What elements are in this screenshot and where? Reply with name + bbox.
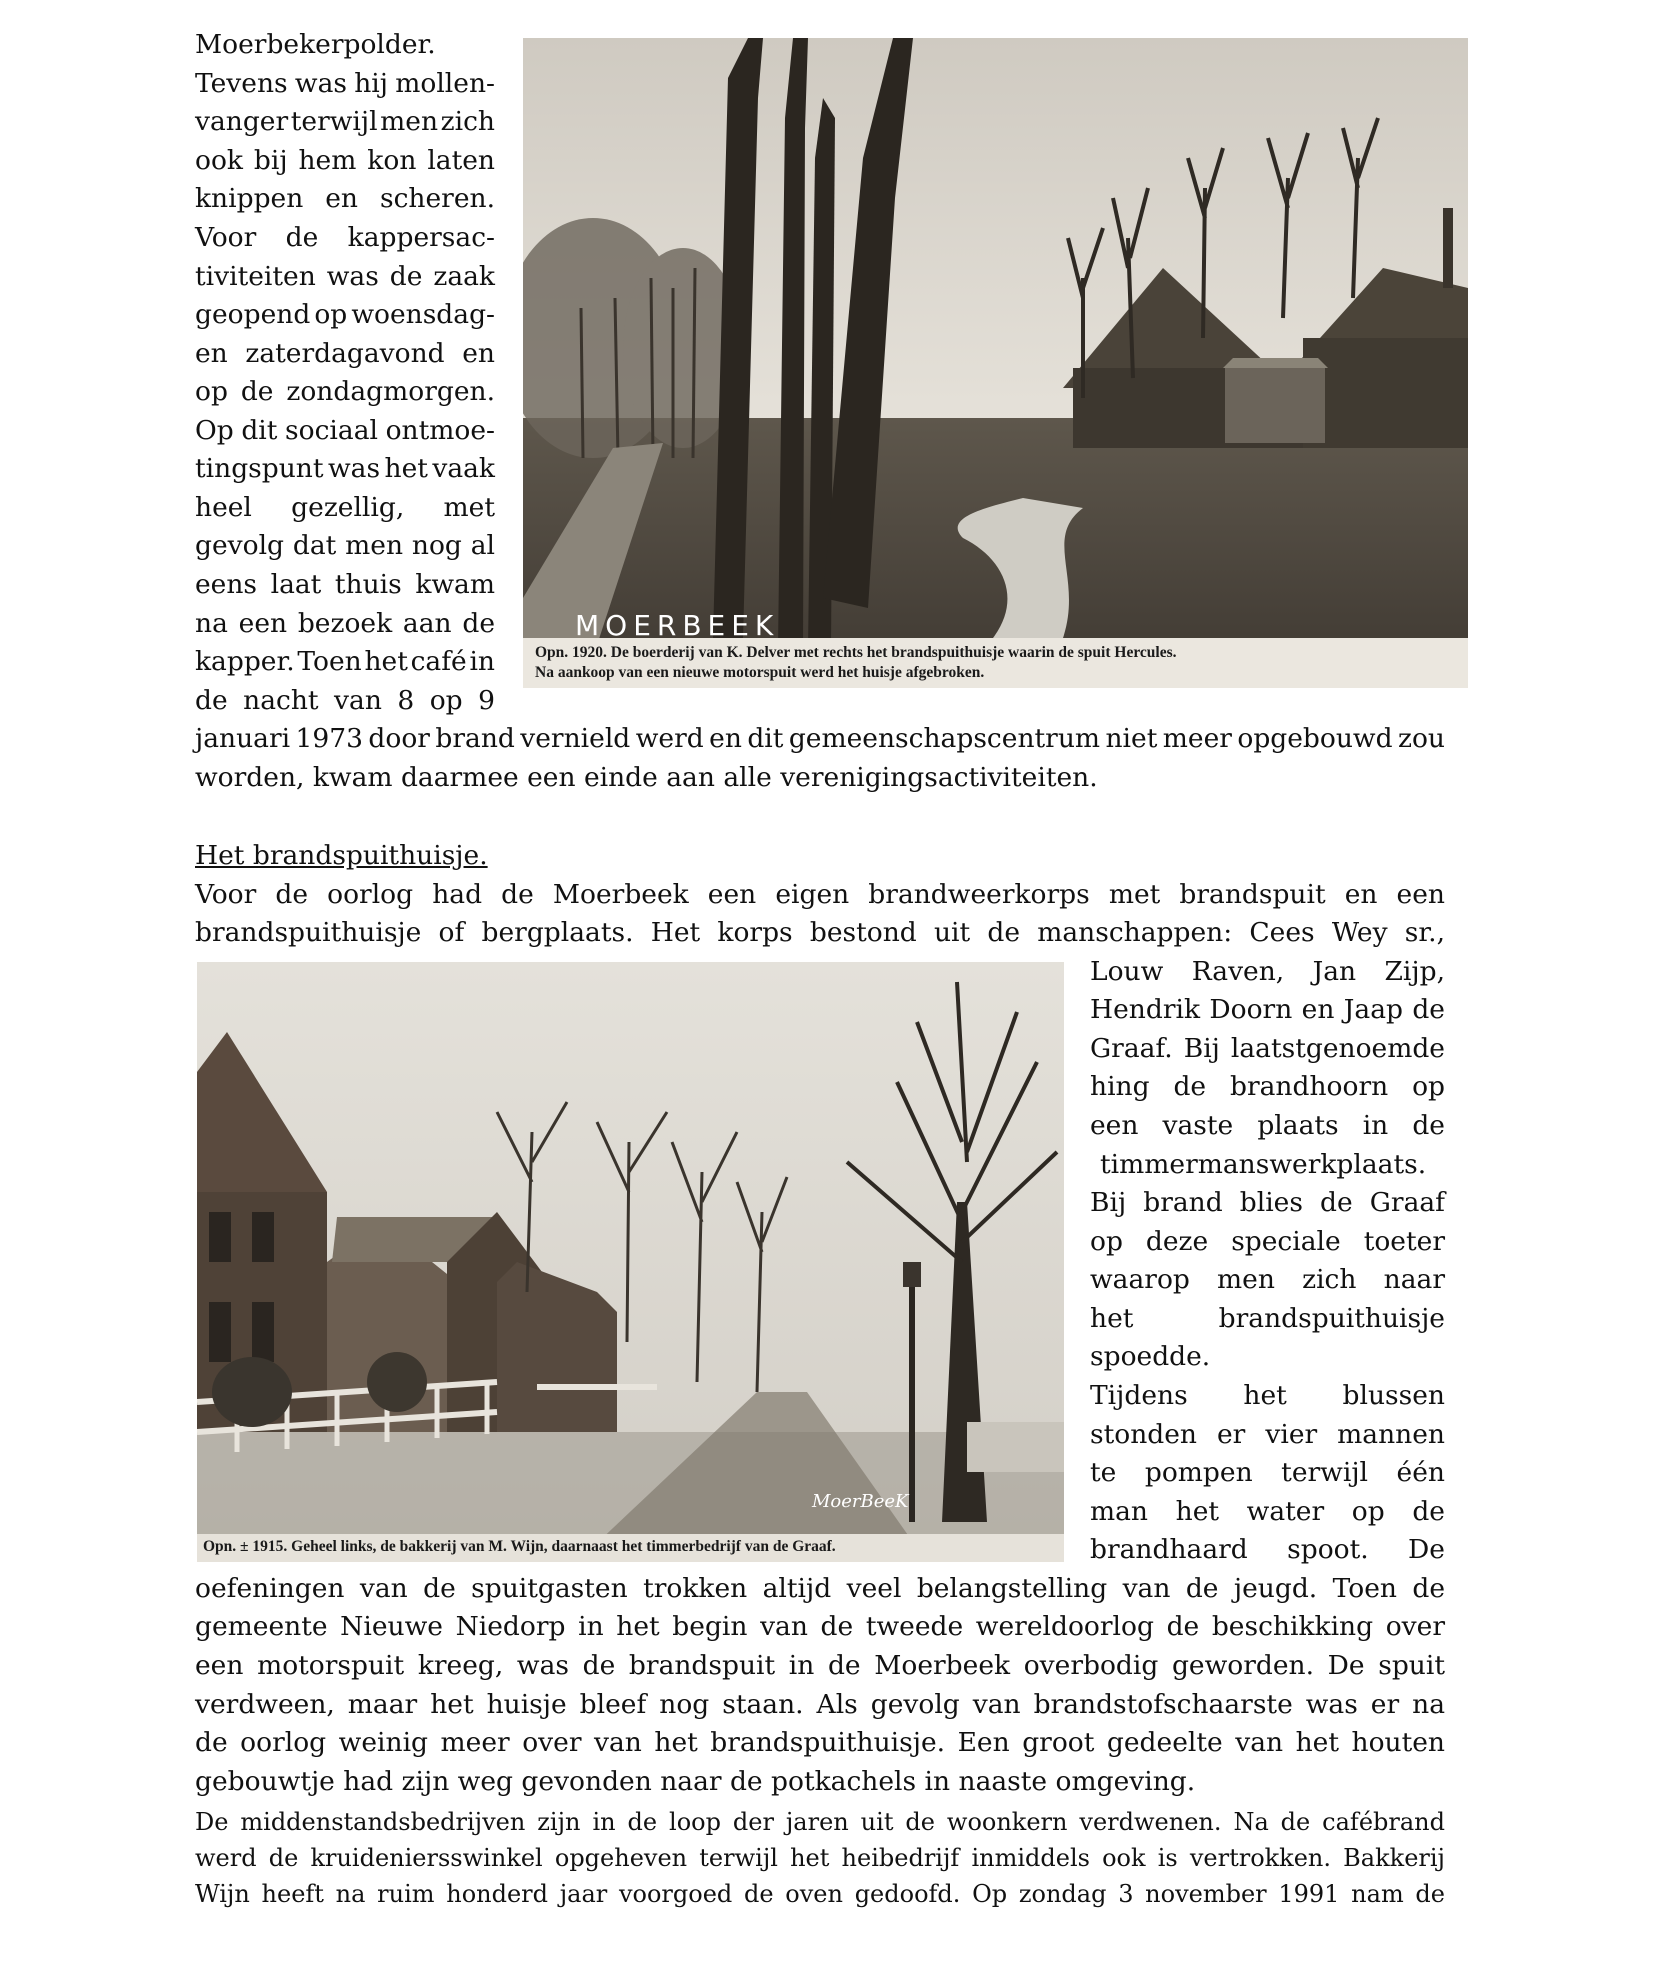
text-line: brandspuithuisje of bergplaats. Het korps bestond uit de manschappen: Cees Wey sr., <box>195 917 1445 948</box>
text-line: gevolg dat men nog al <box>195 530 495 561</box>
photo-street-1915 <box>197 962 1064 1562</box>
text-line: Tijdens het blussen <box>1090 1380 1445 1411</box>
text-line: Tevens was hij mollen- <box>195 68 495 99</box>
text-line: werd de kruideniersswinkel opgeheven terwijl het heibedrijf inmiddels ook is vertrokken. Bakkerij <box>195 1844 1445 1872</box>
text-line: het brandspuithuisje <box>1090 1303 1445 1334</box>
text-line: heel gezellig, met <box>195 492 495 523</box>
text-line: te pompen terwijl één <box>1090 1457 1445 1488</box>
text-line: kapper. Toen het café in <box>195 646 495 677</box>
text-line: op deze speciale toeter <box>1090 1226 1445 1257</box>
text-line: gemeente Nieuwe Niedorp in het begin van de tweede wereldoorlog de beschikking over <box>195 1611 1445 1642</box>
text-line: oefeningen van de spuitgasten trokken altijd veel belangstelling van de jeugd. Toen de <box>195 1573 1445 1604</box>
text-line: verdween, maar het huisje bleef nog staan. Als gevolg van brandstofschaarste was er na <box>195 1689 1445 1720</box>
text-line: de nacht van 8 op 9 <box>195 685 495 716</box>
text-line: gebouwtje had zijn weg gevonden naar de potkachels in naaste omgeving. <box>195 1766 1196 1797</box>
text-line: stonden er vier mannen <box>1090 1419 1445 1450</box>
text-line: Hendrik Doorn en Jaap de <box>1090 994 1445 1025</box>
text-line: Graaf. Bij laatstgenoemde <box>1090 1033 1445 1064</box>
text-line: timmermanswerkplaats. <box>1100 1149 1427 1180</box>
photo2-watermark: MoerBeeK <box>812 1491 909 1512</box>
text-line: Voor de kappersac- <box>195 222 495 253</box>
section-heading: Het brandspuithuisje. <box>195 840 488 871</box>
photo1-watermark: MOERBEEK <box>575 609 780 642</box>
text-line: Louw Raven, Jan Zijp, <box>1090 956 1445 987</box>
text-line: geopend op woensdag- <box>195 299 495 330</box>
street-photo-illustration <box>197 962 1064 1562</box>
text-line: ook bij hem kon laten <box>195 145 495 176</box>
text-line: eens laat thuis kwam <box>195 569 495 600</box>
text-line: de oorlog weinig meer over van het brandspuithuisje. Een groot gedeelte van het houten <box>195 1727 1445 1758</box>
photo-farm-1920 <box>523 38 1468 688</box>
text-line: De middenstandsbedrijven zijn in de loop der jaren uit de woonkern verdwenen. Na de cafébrand <box>195 1808 1445 1836</box>
text-line: waarop men zich naar <box>1090 1264 1445 1295</box>
text-line: Bij brand blies de Graaf <box>1090 1187 1445 1218</box>
text-line: en zaterdagavond en <box>195 338 495 369</box>
text-line: hing de brandhoorn op <box>1090 1071 1445 1102</box>
text-line: Voor de oorlog had de Moerbeek een eigen brandweerkorps met brandspuit en een <box>195 879 1445 910</box>
text-line: een vaste plaats in de <box>1090 1110 1445 1141</box>
text-line: vanger terwijl men zich <box>195 106 495 137</box>
text-line: knippen en scheren. <box>195 183 495 214</box>
text-line: man het water op de <box>1090 1496 1445 1527</box>
photo2-caption: Opn. ± 1915. Geheel links, de bakkerij van M. Wijn, daarnaast het timmerbedrijf van de Graaf. <box>203 1538 836 1555</box>
text-line: tiviteiten was de zaak <box>195 261 495 292</box>
farm-photo-illustration <box>523 38 1468 688</box>
photo1-caption-line1: Opn. 1920. De boerderij van K. Delver met rechts het brandspuithuisje waarin de spuit Hercules. <box>535 644 1177 661</box>
text-line: na een bezoek aan de <box>195 608 495 639</box>
text-line: januari 1973 door brand vernield werd en dit gemeenschapscentrum niet meer opgebouwd zou <box>195 723 1445 754</box>
text-line: Wijn heeft na ruim honderd jaar voorgoed de oven gedoofd. Op zondag 3 november 1991 nam de <box>195 1880 1445 1908</box>
text-line: Op dit sociaal ontmoe- <box>195 415 495 446</box>
text-line: spoedde. <box>1090 1341 1211 1372</box>
photo1-caption-line2: Na aankoop van een nieuwe motorspuit werd het huisje afgebroken. <box>535 664 985 681</box>
text-line: een motorspuit kreeg, was de brandspuit in de Moerbeek overbodig geworden. De spuit <box>195 1650 1445 1681</box>
text-line: worden, kwam daarmee een einde aan alle verenigingsactiviteiten. <box>195 762 1098 793</box>
text-line: brandhaard spoot. De <box>1090 1534 1445 1565</box>
text-line: op de zondagmorgen. <box>195 376 495 407</box>
text-line: tingspunt was het vaak <box>195 453 495 484</box>
text-line: Moerbekerpolder. <box>195 29 436 60</box>
